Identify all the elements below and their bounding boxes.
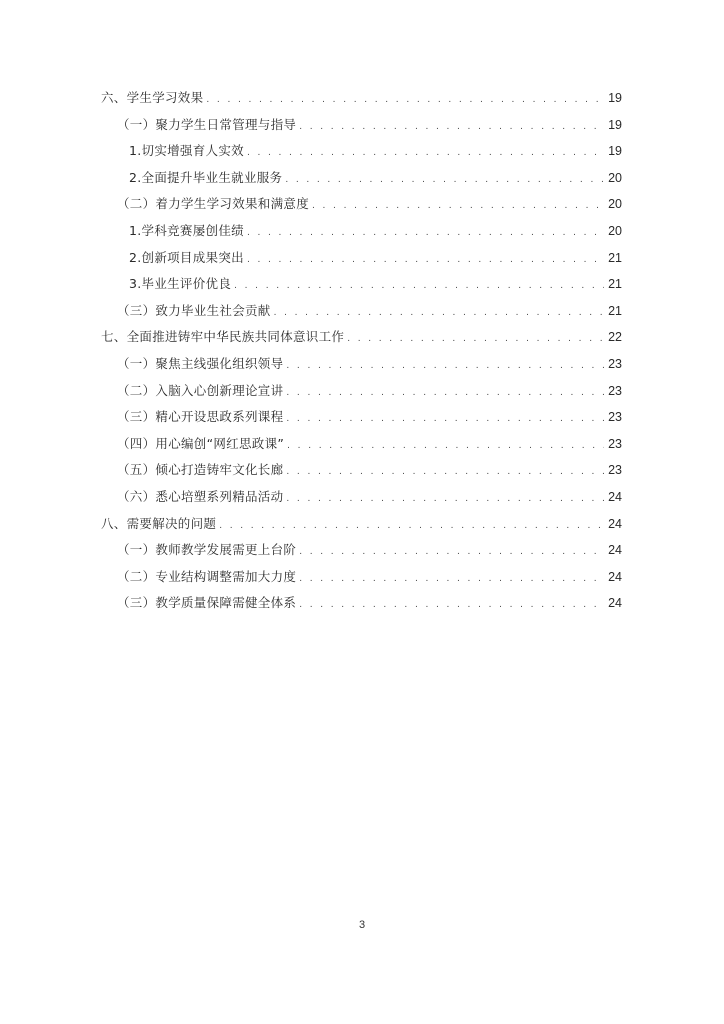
toc-entry-page: 20 (608, 197, 622, 212)
toc-entry-page: 23 (608, 463, 622, 478)
toc-entry-title: （二）入脑入心创新理论宣讲 (117, 382, 284, 398)
toc-entry[interactable] (117, 298, 622, 325)
toc-entry-title: （五）倾心打造铸牢文化长廊 (117, 462, 284, 478)
toc-leader-dots (299, 592, 604, 619)
toc-entry-page: 24 (608, 543, 622, 558)
toc-entry-title: （二）专业结构调整需加大力度 (117, 568, 297, 584)
toc-entry[interactable] (117, 378, 622, 405)
toc-leader-dots (286, 486, 604, 513)
toc-leader-dots (312, 193, 604, 220)
toc-entry-title: 2.创新项目成果突出 (129, 249, 244, 265)
toc-entry[interactable] (117, 191, 622, 218)
toc-entry-title: （一）教师教学发展需更上台阶 (117, 542, 297, 558)
toc-entry-page: 24 (608, 490, 622, 504)
toc-leader-dots (247, 220, 604, 247)
toc-entry-page: 20 (608, 224, 622, 238)
toc-entry-title: （四）用心编创“网红思政课” (117, 435, 285, 451)
toc-entry-title: （三）教学质量保障需健全体系 (117, 595, 297, 611)
toc-entry-title: 八、需要解决的问题 (101, 515, 217, 531)
toc-entry-page: 21 (608, 277, 622, 292)
toc-leader-dots (347, 326, 604, 353)
toc-leader-dots (286, 406, 604, 433)
toc-leader-dots (285, 167, 604, 194)
toc-entry-title: （六）悉心培塑系列精品活动 (117, 489, 284, 504)
toc-entry[interactable] (117, 351, 622, 378)
toc-entry[interactable] (101, 85, 622, 112)
toc-entry[interactable] (101, 324, 622, 351)
toc-entry[interactable] (129, 218, 622, 245)
toc-leader-dots (219, 513, 604, 540)
toc-entry-page: 19 (608, 91, 622, 105)
toc-entry[interactable] (117, 112, 622, 139)
toc-leader-dots (299, 539, 604, 566)
toc-entry-page: 19 (608, 117, 622, 132)
toc-entry-title: 2.全面提升毕业生就业服务 (129, 169, 283, 185)
toc-entry[interactable] (129, 245, 622, 272)
toc-entry-page: 23 (608, 410, 622, 425)
toc-entry[interactable] (117, 431, 622, 458)
toc-entry-page: 24 (608, 569, 622, 584)
toc-leader-dots (206, 87, 604, 114)
toc-entry[interactable] (117, 564, 622, 591)
toc-entry-page: 19 (608, 144, 622, 159)
toc-entry-title: （一）聚焦主线强化组织领导 (117, 356, 284, 371)
toc-entry[interactable] (101, 511, 622, 538)
toc-entry-title: （三）致力毕业生社会贡献 (117, 302, 271, 318)
toc-entry-title: 1.切实增强育人实效 (129, 143, 244, 159)
toc-entry-title: 1.学科竞赛屡创佳绩 (129, 223, 244, 238)
toc-entry-page: 24 (608, 596, 622, 611)
toc-entry-page: 23 (608, 436, 622, 451)
toc-entry-page: 20 (608, 170, 622, 185)
toc-entry[interactable] (117, 457, 622, 484)
toc-entry-page: 23 (608, 383, 622, 398)
toc-entry-title: 六、学生学习效果 (101, 90, 204, 105)
toc-leader-dots (286, 459, 604, 486)
toc-leader-dots (286, 353, 604, 380)
toc-entry-page: 24 (608, 516, 622, 531)
toc-leader-dots (299, 114, 604, 141)
toc-entry[interactable] (129, 165, 622, 192)
toc-entry[interactable] (129, 271, 622, 298)
toc-leader-dots (247, 140, 604, 167)
page-number: 3 (358, 919, 366, 931)
toc-entry[interactable] (117, 590, 622, 617)
toc-entry-title: （一）聚力学生日常管理与指导 (117, 116, 297, 132)
toc-entry-title: （三）精心开设思政系列课程 (117, 409, 284, 425)
toc-leader-dots (274, 300, 604, 327)
toc-entry[interactable] (117, 484, 622, 511)
toc-leader-dots (286, 380, 604, 407)
toc-leader-dots (234, 273, 604, 300)
toc-entry-page: 23 (608, 357, 622, 371)
toc-entry-title: 七、全面推进铸牢中华民族共同体意识工作 (101, 329, 345, 345)
toc-entry[interactable] (129, 138, 622, 165)
toc-entry-page: 22 (608, 330, 622, 345)
toc-leader-dots (247, 247, 604, 274)
toc-entry[interactable] (117, 537, 622, 564)
toc-entry[interactable] (117, 404, 622, 431)
toc-entry-title: 3.毕业生评价优良 (129, 276, 232, 292)
toc-leader-dots (287, 433, 604, 460)
toc-entry-page: 21 (608, 250, 622, 265)
toc-entry-title: （二）着力学生学习效果和满意度 (117, 196, 310, 212)
toc-leader-dots (299, 566, 604, 593)
toc-entry-page: 21 (608, 303, 622, 318)
